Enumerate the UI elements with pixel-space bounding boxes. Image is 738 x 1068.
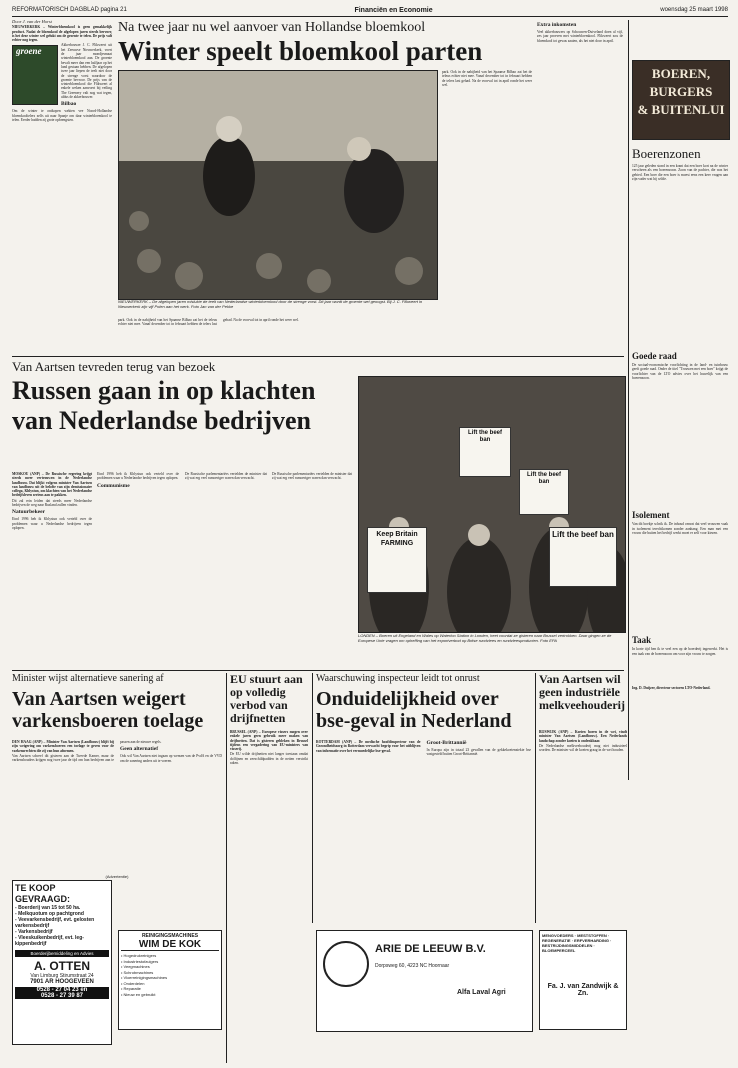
header-section: Financiën en Economie (354, 6, 433, 14)
ad-item: • Hogedrukreinigers (121, 953, 157, 958)
sidebar-paragraph: De sociaal-economische voorlichting in de land- en tuinbouw geeft goede raad. Onder de titel "Trouwen met een boer" krijgt de voorlichter van de LTO advies over het huwelijk van een boerenzoon. (632, 363, 728, 381)
banner-line: & BUITENLUI (637, 102, 725, 117)
sidebar-sub-goede-raad: Goede raad (632, 351, 677, 362)
article-body: De Russische parlementariërs vertelden de minister dat zij wat erg veel rumoeriger waren dan verwacht. (272, 472, 352, 481)
caption-text: NIEUWERKERK – De afgelopen jaren mislukte de teelt van Nederlandse winterbloemkool door de strenge vorst. Dit jaar wordt de groente wel geoogst. Bij J. C. Flikweert in Nieuwerkerk zijn vijf Polen aan het werk. (118, 299, 423, 309)
magazine-cover (12, 45, 58, 105)
article-lead: BRUSSEL (ANP) – Europese vissers mogen over enkele jaren geen gebruik meer maken van drijfnetten. Dat is gisteren gebleken in Brussel tijdens een vergadering van EU-ministers van visserij. (230, 730, 308, 752)
ad-item: - Varkensbedrijf (15, 929, 53, 935)
article6-title: Van Aartsen wil geen industriële melkveehouderij (539, 672, 625, 712)
column-banner (632, 60, 730, 140)
caption-text: LONDEN – Boeren uit Engeland en Wales op Waterloo Station in Londen, heet voordat ze gisteren naar Brussel vertrokken. Daar gingen ze de Europese Unie vragen om opheffing van het exportverbod op Britse rundvlees en rundvleesproducten. (358, 633, 612, 643)
ad-brand: Alfa Laval Agri (457, 989, 506, 996)
article-title: Winter speelt bloemkool parten (118, 36, 483, 66)
ad-tagline: MENGVOEDERS · MESTSTOFFEN · REGENERATIE · ERFVERHARDING · BESTRIJDINGSMIDDELEN · BLOEMPERCEEL (542, 933, 612, 953)
ad-name: A. OTTEN (34, 959, 90, 973)
ad-phone: 0528 - 27 04 23 en (15, 987, 109, 993)
ad-item: • Reparatie (121, 986, 141, 991)
article5-title: Onduidelijkheid over bse-geval in Nederland (316, 688, 512, 732)
ad-item: • Veegmachines (121, 964, 150, 969)
ad-arie-de-leeuw (316, 930, 533, 1032)
magazine-title: groene (16, 46, 42, 57)
banner-line: BOEREN, (651, 66, 711, 81)
article2-title: Russen gaan in op klachten van Nederlandse bedrijven (12, 376, 316, 435)
article4-body (230, 730, 308, 865)
sidebar-sub-taak: Taak (632, 635, 652, 646)
ad-item: - Boerderij van 15 tot 50 ha. (15, 905, 81, 911)
photo-credit: Foto EPA (540, 637, 557, 643)
ad-item: • Onderdelen (121, 980, 145, 986)
ad-city: 7901 AR HOOGEVEEN (30, 979, 94, 985)
sidebar-signature: Ing. D. Duijzer, directeur sectoren LTO-Nederland. (632, 685, 711, 690)
sidebar-paragraph: 125 jaar geleden stond in een krant dat een boer kort na de winter verscheen als een boerenzoon. Zoon van de pachter, die was het gebied. Een boer die een boer is moest eens een keer vragen aan zijn vader wat hij wilde. (632, 164, 728, 181)
sidebar-sub-isolement: Isolement (632, 510, 670, 521)
photo2-caption (358, 634, 624, 643)
sidebar-paragraph: Van dit boekje schrik ik. De inhoud omvat dat veel vrouwen vaak in isolement terechtkomen zonder aanhang. Een man met een vrouw die buiten het bedrijf werkt moet er zelf voor kiezen. (632, 522, 728, 535)
photo-credit: Foto Jan van der Pekke (190, 303, 234, 309)
subheading-extra: Extra inkomsten (537, 22, 577, 28)
ad-zandwijk (539, 930, 627, 1030)
article2-col2 (97, 472, 267, 642)
article1-bottom-text (118, 318, 532, 353)
advert-label: (Advertentie) (105, 874, 129, 879)
article-body: In Europa zijn in totaal 23 gevallen van de gekkekoeienziekte bse vastgesteld buiten Groot-Brittannië. (426, 748, 531, 757)
protest-sign: Lift the beef ban (459, 427, 511, 477)
ad-item: • Schrobmachines (121, 969, 154, 975)
article-lead: ROTTERDAM (ANP) – De medische hoofdinspecteur van de Gezondheidszorg in Rotterdam verwacht begrip voor het uitblijven van informatie over het vermoedelijke bse-geval. (316, 740, 421, 753)
ad-name: ARIE DE LEEUW B.V. (375, 943, 486, 955)
article-bloemkool-left (12, 20, 112, 350)
page-header (12, 4, 728, 17)
section-rule (12, 356, 624, 357)
subheading-alternatief: Geen alternatief (120, 746, 159, 753)
article-body: Om de winter te ontkopen wekten vee Noord-Hollandse bloemkooltelers zelfs uit naar Spanje om daar winterbloemkool te telen. Eerder hadden zij grote opbrengsten. (12, 109, 112, 122)
ad-heading: TE KOOP GEVRAAGD: (15, 883, 71, 904)
article2-col3 (272, 472, 352, 642)
article3-body (12, 740, 222, 872)
article-body: park. Ook in de nabijheid van het Spaanse Bilbao zat het de teleus echter niet mee. Vanaf december tot in februari hebben de telers last gehad. Na de voorval tot in april ronde het weer wel. (118, 318, 299, 327)
ad-item: • Industriestofzuigers (121, 958, 159, 964)
article6-body (539, 730, 627, 920)
logo-icon (323, 941, 369, 987)
protest-sign: Keep Britain FARMING (367, 527, 427, 593)
ad-item: - Vleeskuikenbedrijf, evt. leg-kippenbedrijf (15, 935, 84, 947)
article-body: Van Aartsen schreef dit gisteren aan de Tweede Kamer, maar de varkenshouders krijgen nog twee jaar de tijd om hun bedrijven aan te passen aan de nieuwe regels. (12, 740, 162, 763)
column-rule (535, 673, 536, 923)
banner-line: BURGERS (649, 84, 713, 99)
ad-name: WIM DE KOK (121, 939, 219, 951)
subheading-natuur: Natuurbekeer (12, 509, 45, 516)
article-body: park. Ook in de nabijheid van het Spaanse Bilbao zat het de teleus echter niet mee. Vanaf december tot in februari hebben de telers last gehad. Na de voorval tot in april ronde het weer wel. (442, 70, 532, 87)
column-rule (628, 20, 629, 780)
article1-col3 (537, 20, 623, 350)
article-lead: DEN HAAG (ANP) – Minister Van Aartsen (Landbouw) blijft bij zijn weigering om varkensboeren een toelage te geven voor de varkensrechten die zij van hun afnemen. (12, 740, 114, 753)
sidebar-paragraph: In korte tijd ben ik te veel een op de boerderij ingewerkt. Het is een taak van de boerenzoon om voor zijn vrouw te zorgen. (632, 647, 728, 656)
article5-body (316, 740, 531, 920)
article-body: Eind 1996 heb ik Khlystun ook verteld over de problemen waar u Nederlandse bedrijven tegen oplopen. (12, 517, 92, 530)
photo-caption (118, 300, 436, 309)
article-lead: MOSKOU (ANP) – De Russische regering krijgt steeds meer vertrouwen in de Nederlandse landbouw. Dat blijkt volgens minister Van Aartsen van landbouw uit de belofte van zijn demissionaire collega, Khlystun, om klachten van het Nederlandse bedrijfsleven serieus aan te pakken. (12, 472, 92, 498)
article-body: Eind 1996 heb ik Khlystun ook verteld over de problemen waar u Nederlandse bedrijven tegen oplopen. (97, 472, 179, 481)
article-body: Veel akkerbouwers op Schouwen-Duiveland doen al vijf, zes jaar proeven met winterbloemkool. Flikweert zou de bloemkool tot gewas zaaien, als het niet door in april. (537, 30, 623, 43)
ad-agency-line: Boerderijbemiddeling en Advies (15, 950, 109, 957)
photo-bloemkool-harvest (118, 70, 438, 300)
header-date: woensdag 25 maart 1998 (660, 7, 728, 13)
ad-heading: REINIGINGSMACHINES (141, 933, 199, 939)
ad-name: Fa. J. van Zandwijk & Zn. (547, 983, 619, 997)
article-body: De Russische parlementariërs vertelden de minister dat zij wat erg veel rumoeriger waren dan verwacht. (185, 472, 267, 481)
article-kicker: Na twee jaar nu wel aanvoer van Hollandse bloemkool (118, 20, 426, 35)
article-lead: NIEUWERKERK – Winterbloemkool is geen gemakkelijk product. Nadat de bloemkool de afgelopen jaren steeds bervoer, is het deze winter wel gelukt om de groente te telen. De prijs valt echter nog tegen. (12, 25, 112, 43)
section-rule (12, 670, 624, 671)
subheading-bilbao: Bilbao (61, 101, 77, 108)
column-rule (226, 673, 227, 1063)
ad-address: Dorpsweg 60, 4223 NC Hoornaar (375, 963, 450, 969)
ad-item: • Vloerreinigingsmachines (121, 975, 168, 980)
photo-british-farmers (358, 376, 626, 633)
header-left: REFORMATORISCH DAGBLAD pagina 21 (12, 7, 127, 13)
article-body: De EU wilde drijfnetten niet langer toestaan omdat dolfijnen en zeeschildpadden in de netten verstrikt raken. (230, 752, 308, 766)
article1-col2 (442, 70, 532, 298)
article-body: Akkerbouwer J. C. Flikweert uit het Zeeuwse Nieuwerkerk, voert de jaar mondjesmaat winterbloemkool aan. De groente bevalt meer dan een halfjaar op het land gestaan hebben. De afgelopen twee jaar liepen de teelt niet door de strenge vorst waardoor de groente bevroor. De prijs van de winterbloemkool die Flikweert al enkele weken aanvoert bij veiling The Greenery valt nog wat tegen, aldus de akkerbouwer. (61, 43, 112, 100)
article-body: De Nederlandse melkveehouderij mag niet industrieel worden. De minister wil de koeien graag in de wei houden. (539, 743, 627, 753)
article2-kicker: Van Aartsen tevreden terug van bezoek (12, 359, 216, 374)
article5-kicker: Waarschuwing inspecteur leidt tot onrust (316, 673, 480, 684)
ad-wim-de-kok (118, 930, 222, 1030)
ad-item: - Melkquotum op pachtgrond (15, 911, 84, 917)
ad-te-koop (12, 880, 112, 1045)
article3-kicker: Minister wijst alternatieve sanering af (12, 673, 164, 684)
protest-sign: Lift the beef ban (549, 527, 617, 587)
ad-item: • Nieuw en gebruikt (121, 991, 156, 997)
article-body: Dit zal erin leiden dat steeds meer Nederlandse bedrijven de weg naar Rusland zullen vinden. (12, 498, 92, 508)
article3-title: Van Aartsen weigert varkensboeren toelage (12, 688, 204, 732)
ad-address: Van Limburg Stirumstraat 24 (30, 973, 94, 979)
column-rule (312, 673, 313, 923)
subheading-communisme: Communisme (97, 482, 130, 489)
subheading-gb: Groot-Brittannië (426, 740, 467, 746)
article4-title: EU stuurt aan op volledig verbod van drijfnetten (230, 672, 303, 725)
article-lead: BIJSWIJK (ANP) – Koeien horen in de wei, vindt minister Van Aartsen (Landbouw). Een Nederlands landschap zonder koeien is ondenkbaar. (539, 730, 627, 743)
protest-sign: Lift the beef ban (519, 469, 569, 515)
sidebar-title: Boerenzonen (632, 146, 701, 161)
ad-phone: 0528 - 27 39 87 (15, 993, 109, 999)
sidebar-body (632, 164, 728, 779)
article-body: Ook wil Van Aartsen niet ingaan op wensen van de PvdA en de VVD om de sanering anders uit te voeren. (120, 754, 222, 763)
byline: Door J. van der Horst (12, 20, 52, 24)
article2-col1 (12, 472, 92, 642)
ad-item: - Veevarkensbedrijf, evt. gelosten varkensbedrijf (15, 917, 95, 929)
